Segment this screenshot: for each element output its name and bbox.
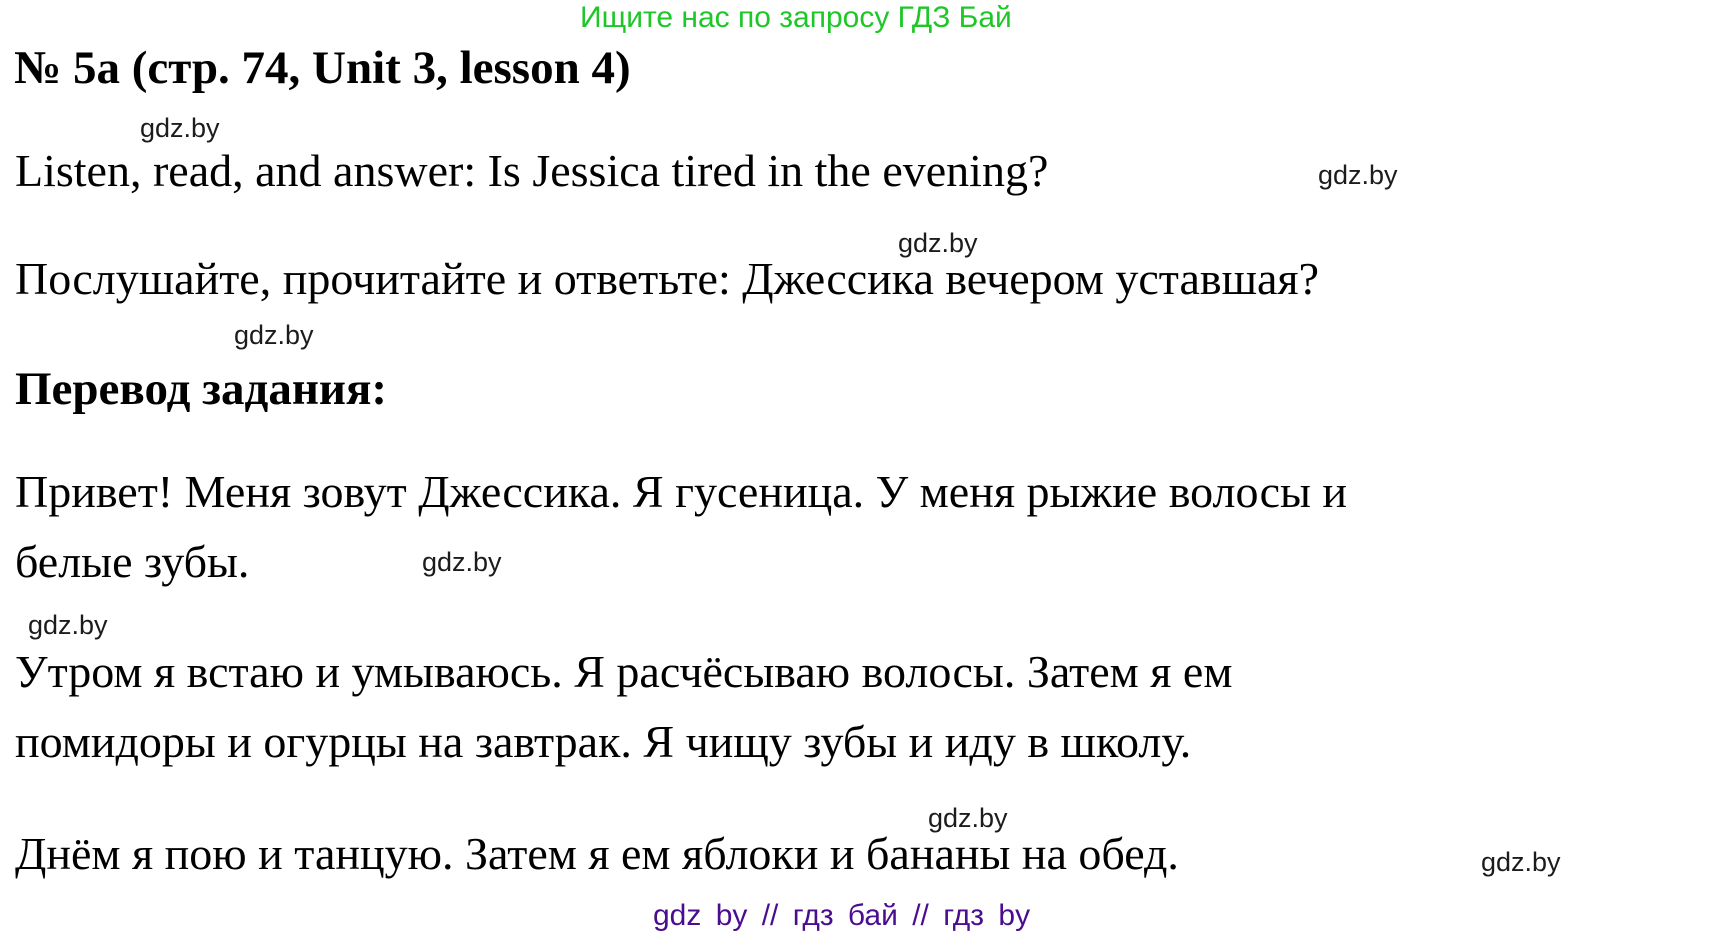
promo-banner: Ищите нас по запросу ГДЗ Бай [580,1,1012,34]
gdz-watermark: gdz.by [1318,160,1398,190]
gdz-watermark: gdz.by [140,113,220,143]
gdz-watermark: gdz.by [898,228,978,258]
task-instruction-english: Listen, read, and answer: Is Jessica tired in the evening? [15,145,1049,196]
gdz-watermark: gdz.by [422,547,502,577]
translation-paragraph-1-line-1: Привет! Меня зовут Джессика. Я гусеница. У меня рыжие волосы и [15,466,1348,517]
gdz-watermark: gdz.by [234,320,314,350]
site-footer: gdz by // гдз бай // гдз by [653,899,1031,932]
gdz-watermark: gdz.by [928,803,1008,833]
task-heading: № 5a (стр. 74, Unit 3, lesson 4) [14,42,631,94]
translation-paragraph-2-line-2: помидоры и огурцы на завтрак. Я чищу зубы и иду в школу. [15,716,1192,767]
gdz-watermark: gdz.by [1481,847,1561,877]
translation-heading: Перевод задания: [15,363,388,415]
gdz-watermark: gdz.by [28,610,108,640]
translation-paragraph-3: Днём я пою и танцую. Затем я ем яблоки и бананы на обед. [15,828,1179,879]
translation-paragraph-2-line-1: Утром я встаю и умываюсь. Я расчёсываю волосы. Затем я ем [15,646,1233,697]
translation-paragraph-1-line-2: белые зубы. [15,536,250,587]
task-instruction-russian: Послушайте, прочитайте и ответьте: Джессика вечером уставшая? [15,253,1319,304]
